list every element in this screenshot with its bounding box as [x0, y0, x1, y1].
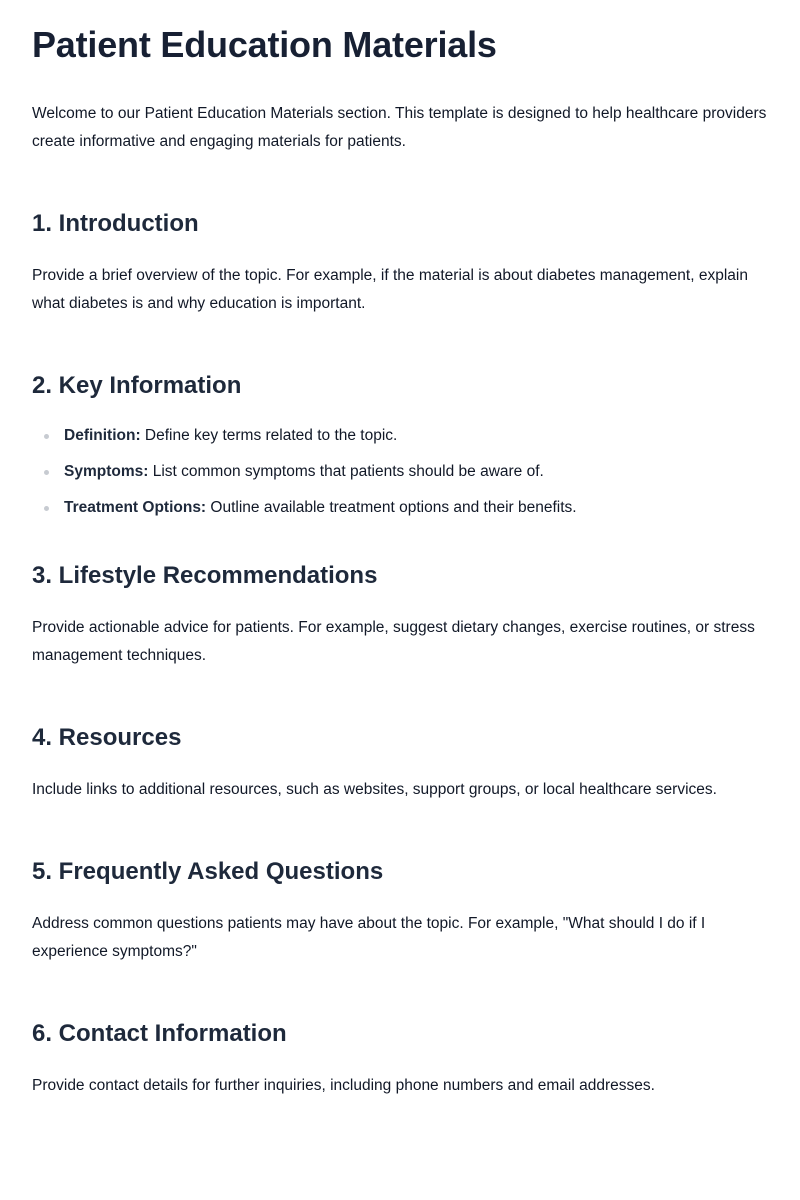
section-body: Address common questions patients may have about the topic. For example, "What should I do if I experience symptoms?" [32, 915, 706, 960]
list-item-term: Treatment Options: [64, 499, 207, 516]
section-heading: 4. Resources [32, 724, 182, 751]
list-item-text: Outline available treatment options and their benefits. [206, 499, 577, 516]
section-resources [32, 722, 768, 804]
section-heading: 5. Frequently Asked Questions [32, 858, 384, 885]
list-item-term: Definition: [64, 427, 141, 444]
list-item-term: Symptoms: [64, 463, 149, 480]
section-heading: 2. Key Information [32, 372, 242, 399]
intro-paragraph: Welcome to our Patient Education Materials section. This template is designed to help healthcare providers create informative and engaging materials for patients. [32, 105, 767, 150]
list-item [64, 496, 768, 520]
list-item [64, 424, 768, 448]
section-lifestyle [32, 560, 768, 670]
page-title: Patient Education Materials [32, 24, 497, 65]
section-body: Include links to additional resources, such as websites, support groups, or local healthcare services. [32, 781, 717, 798]
section-contact [32, 1018, 768, 1100]
section-heading: 6. Contact Information [32, 1020, 287, 1047]
section-body: Provide contact details for further inquiries, including phone numbers and email addresses. [32, 1077, 655, 1094]
section-introduction [32, 208, 768, 318]
list-item [64, 460, 768, 484]
section-key-information [32, 370, 768, 520]
list-item-text: List common symptoms that patients should be aware of. [148, 463, 544, 480]
section-faq [32, 856, 768, 966]
section-body: Provide a brief overview of the topic. For example, if the material is about diabetes management, explain what diabetes is and why education is important. [32, 267, 748, 312]
section-heading: 1. Introduction [32, 210, 199, 237]
key-information-list [32, 424, 768, 520]
section-body: Provide actionable advice for patients. For example, suggest dietary changes, exercise routines, or stress management techniques. [32, 619, 755, 664]
section-heading: 3. Lifestyle Recommendations [32, 562, 378, 589]
list-item-text: Define key terms related to the topic. [140, 427, 398, 444]
